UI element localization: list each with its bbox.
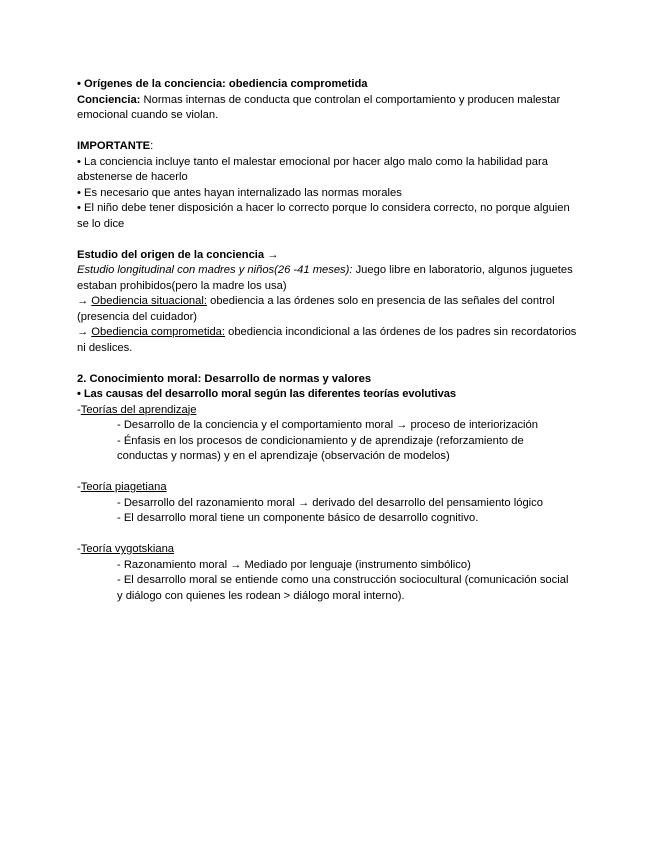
theory-point: - El desarrollo moral tiene un componente básico de desarrollo cognitivo. xyxy=(117,512,479,524)
obediencia-situacional: → Obediencia situacional: obediencia a las órdenes solo en presencia de las señales del control (presencia del cuidador) xyxy=(77,295,555,323)
study-text: Juego libre en laboratorio, algunos juguetes estaban prohibidos(pero la madre los usa) xyxy=(77,264,573,292)
important-bullet: • La conciencia incluye tanto el malestar emocional por hacer algo malo como la habilidad para abstenerse de hacerlo xyxy=(77,155,548,183)
theory-point: - Desarrollo de la conciencia y el comportamiento moral → proceso de interiorización xyxy=(117,419,538,431)
theory-name: Teoría piagetiana xyxy=(80,481,167,493)
study-italic: Estudio longitudinal con madres y niños(26 -41 meses): xyxy=(77,264,353,276)
study-heading: Estudio del origen de la conciencia → xyxy=(77,248,279,261)
situacional-term: Obediencia situacional: xyxy=(91,295,207,307)
obediencia-comprometida: → Obediencia comprometida: obediencia incondicional a las órdenes de los padres sin recordatorios ni deslices. xyxy=(77,326,577,354)
theory-name: Teoría vygotskiana xyxy=(80,543,175,555)
theory-title: -Teoría vygotskiana xyxy=(77,543,175,555)
theory-title: -Teorías del aprendizaje xyxy=(77,403,197,416)
conciencia-text: Normas internas de conducta que controlan el comportamiento y producen malestar emocional cuando se violan. xyxy=(77,93,561,121)
document-body xyxy=(77,77,577,604)
theory-point: - Desarrollo del razonamiento moral → derivado del desarrollo del pensamiento lógico xyxy=(117,496,543,509)
section2-subheading: • Las causas del desarrollo moral según las diferentes teorías evolutivas xyxy=(77,388,457,400)
section2-heading: 2. Conocimiento moral: Desarrollo de normas y valores xyxy=(77,372,372,385)
section1-heading: • Orígenes de la conciencia: obediencia comprometida xyxy=(77,78,368,90)
theory-point: - Razonamiento moral → Mediado por lenguaje (instrumento simbólico) xyxy=(117,558,471,571)
theory-name: Teorías del aprendizaje xyxy=(80,403,197,416)
comprometida-term: Obediencia comprometida: xyxy=(91,326,225,338)
theory-point: - El desarrollo moral se entiende como una construcción sociocultural (comunicación social y diálogo con quienes les rodean > diálogo moral interno). xyxy=(117,574,569,602)
important-label: IMPORTANTE: xyxy=(77,140,154,152)
study-description xyxy=(77,263,577,294)
important-bullet: • Es necesario que antes hayan internalizado las normas morales xyxy=(77,186,402,199)
theory-title: -Teoría piagetiana xyxy=(77,481,167,493)
conciencia-definition xyxy=(77,93,577,124)
theory-point: - Énfasis en los procesos de condicionamiento y de aprendizaje (reforzamiento de conductas y normas) y en el aprendizaje (observación de modelos) xyxy=(117,434,524,462)
conciencia-term: Conciencia: xyxy=(77,93,141,106)
important-bullet: • El niño debe tener disposición a hacer lo correcto porque lo considera correcto, no porque alguien se lo dice xyxy=(77,202,570,230)
